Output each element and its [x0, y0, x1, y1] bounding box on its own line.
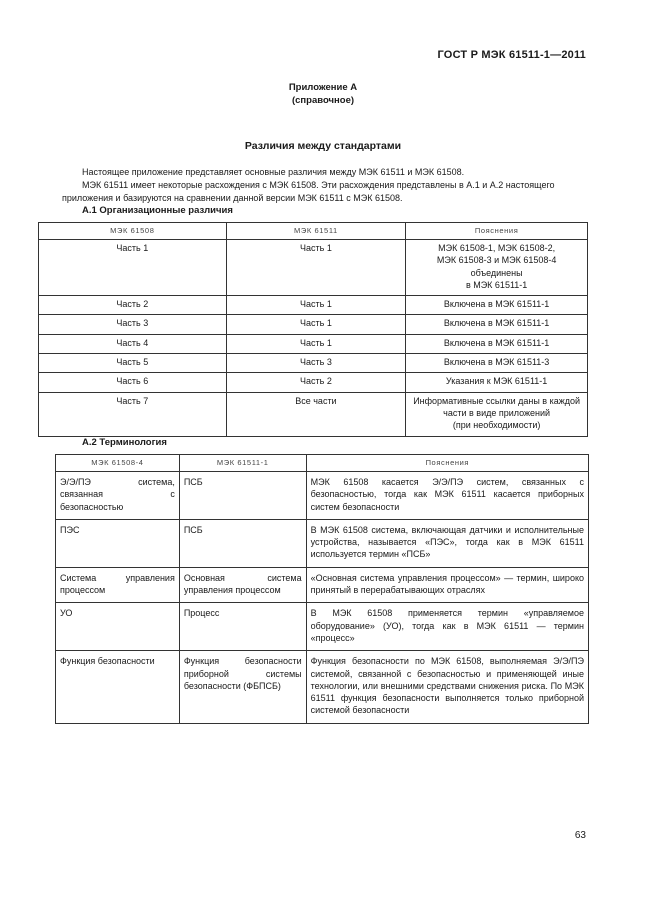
document-header: ГОСТ Р МЭК 61511-1—2011	[437, 49, 586, 61]
table-cell: Часть 3	[226, 354, 406, 373]
table-row	[39, 392, 588, 436]
table-cell: Функция безопасности приборной системы безопасности (ФБПСБ)	[179, 651, 306, 723]
terminology-table	[55, 454, 589, 724]
column-header: Пояснения	[406, 223, 588, 240]
a2-heading: А.2 Терминология	[82, 437, 167, 448]
table-cell: Включена в МЭК 61511-1	[406, 334, 588, 353]
table-cell: Система управления процессом	[56, 567, 180, 603]
table-cell: Часть 1	[39, 240, 227, 296]
table-row	[39, 354, 588, 373]
table-row	[56, 651, 589, 723]
table-cell: В МЭК 61508 система, включающая датчики и исполнительные устройства, называется «ПЭС», тогда как в МЭК 61511 используется термин «ПСБ»	[306, 519, 588, 567]
table-cell: Часть 6	[39, 373, 227, 392]
section-title: Различия между стандартами	[244, 140, 402, 152]
table-cell: Часть 1	[226, 240, 406, 296]
table-cell: Основная система управления процессом	[179, 567, 306, 603]
table-cell: ПСБ	[179, 472, 306, 520]
table-cell: Часть 5	[39, 354, 227, 373]
table-cell: Включена в МЭК 61511-3	[406, 354, 588, 373]
table-cell: В МЭК 61508 применяется термин «управляемое оборудование» (УО), тогда как в МЭК 61511 — термин «процесс»	[306, 603, 588, 651]
column-header: МЭК 61508	[39, 223, 227, 240]
table-cell: ПСБ	[179, 519, 306, 567]
table-cell: Включена в МЭК 61511-1	[406, 296, 588, 315]
table-cell: «Основная система управления процессом» — термин, широко принятый в перерабатывающих отраслях	[306, 567, 588, 603]
table-cell: Функция безопасности	[56, 651, 180, 723]
table-cell: Часть 1	[226, 296, 406, 315]
table-cell: Часть 1	[226, 315, 406, 334]
table-cell: Часть 2	[39, 296, 227, 315]
table-row	[39, 315, 588, 334]
table-cell: Часть 3	[39, 315, 227, 334]
table-header-row	[56, 455, 589, 472]
table-cell: УО	[56, 603, 180, 651]
page-number: 63	[574, 830, 586, 841]
table-header-row	[39, 223, 588, 240]
column-header: МЭК 61511	[226, 223, 406, 240]
table-cell: Э/Э/ПЭ система, связанная с безопасностью	[56, 472, 180, 520]
intro-paragraph-1: Настоящее приложение представляет основные различия между МЭК 61511 и МЭК 61508.	[82, 167, 465, 177]
table-cell: Часть 4	[39, 334, 227, 353]
table-cell: Функция безопасности по МЭК 61508, выполняемая Э/Э/ПЭ системой, связанной с безопасностью и применяющей иные технологии, или внешними средствами снижения риска. По МЭК 61511 функция безопасности выполняется только приборной системой безопасности	[306, 651, 588, 723]
table-cell: МЭК 61508-1, МЭК 61508-2, МЭК 61508-3 и МЭК 61508-4 объединены в МЭК 61511-1	[406, 240, 588, 296]
table-cell: Все части	[226, 392, 406, 436]
a1-heading: А.1 Организационные различия	[82, 205, 233, 216]
table-cell: Информативные ссылки даны в каждой части в виде приложений (при необходимости)	[406, 392, 588, 436]
table-cell: Указания к МЭК 61511-1	[406, 373, 588, 392]
table-cell: Процесс	[179, 603, 306, 651]
table-cell: Часть 7	[39, 392, 227, 436]
table-row	[39, 334, 588, 353]
appendix-subtitle: (справочное)	[291, 95, 355, 106]
table-cell: Включена в МЭК 61511-1	[406, 315, 588, 334]
table-cell: ПЭС	[56, 519, 180, 567]
organizational-differences-table	[38, 222, 588, 437]
table-body	[39, 240, 588, 437]
appendix-title: Приложение А	[288, 82, 358, 93]
column-header: МЭК 61508-4	[56, 455, 180, 472]
table-cell: МЭК 61508 касается Э/Э/ПЭ систем, связанных с безопасностью, тогда как МЭК 61511 касается приборных систем безопасности	[306, 472, 588, 520]
table-row	[56, 519, 589, 567]
column-header: Пояснения	[306, 455, 588, 472]
table-row	[56, 472, 589, 520]
table-row	[56, 603, 589, 651]
table-cell: Часть 1	[226, 334, 406, 353]
intro-paragraph-2: МЭК 61511 имеет некоторые расхождения с МЭК 61508. Эти расхождения представлены в А.1 и А.2 настоящего приложения и базируются на сравнении данной версии МЭК 61511 с МЭК 61508.	[62, 180, 555, 203]
table-row	[39, 240, 588, 296]
column-header: МЭК 61511-1	[179, 455, 306, 472]
table-row	[39, 296, 588, 315]
table-row	[56, 567, 589, 603]
table-cell: Часть 2	[226, 373, 406, 392]
table-row	[39, 373, 588, 392]
table-body	[56, 472, 589, 724]
